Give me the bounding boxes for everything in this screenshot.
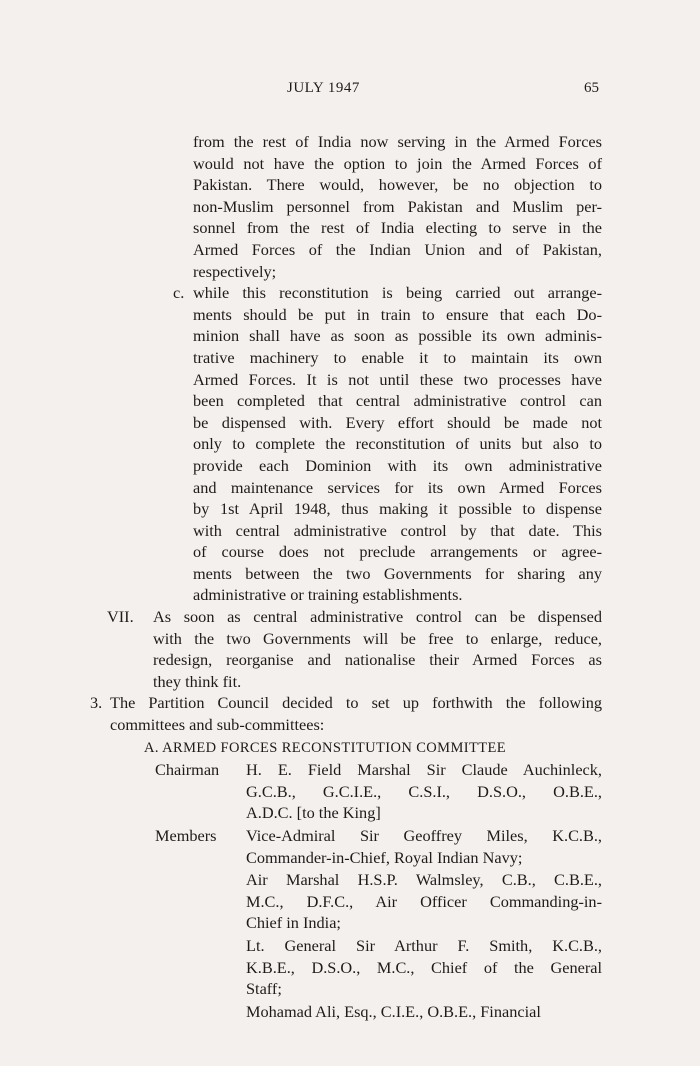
text-line: A.D.C. [to the King] bbox=[246, 803, 381, 823]
text-line: redesign, reorganise and nationalise their Armed Forces as bbox=[153, 650, 602, 670]
text-line: be dispensed with. Every effort should be made not bbox=[193, 412, 602, 432]
text-line: Vice-Admiral Sir Geoffrey Miles, K.C.B., bbox=[246, 826, 602, 845]
text-line: been completed that central administrative control can bbox=[193, 391, 602, 411]
text-line: Chief in India; bbox=[246, 913, 341, 933]
page-number: 65 bbox=[584, 80, 599, 96]
text-line: ments between the two Governments for sharing any bbox=[193, 563, 602, 583]
text-line: H. E. Field Marshal Sir Claude Auchinleck, bbox=[246, 760, 602, 780]
text-line: only to complete the reconstitution of units but also to bbox=[193, 434, 602, 454]
chairman-row bbox=[155, 759, 602, 824]
text-line: Lt. General Sir Arthur F. Smith, K.C.B., bbox=[246, 935, 602, 955]
item-3-marker: 3. bbox=[90, 693, 103, 713]
text-line: they think fit. bbox=[153, 671, 242, 691]
text-line: would not have the option to join the Armed Forces of bbox=[193, 153, 602, 173]
item-vii-marker: VII. bbox=[107, 607, 134, 627]
committee-heading: A. ARMED FORCES RECONSTITUTION COMMITTEE bbox=[144, 739, 506, 756]
text-line: provide each Dominion with its own administrative bbox=[193, 455, 602, 475]
text-line: ments should be put in train to ensure that each Do- bbox=[193, 304, 602, 324]
text-line: Pakistan. There would, however, be no objection to bbox=[193, 175, 602, 195]
item-3-paragraph bbox=[90, 692, 602, 735]
text-line: by 1st April 1948, thus making it possible to dispense bbox=[193, 499, 602, 519]
text-line: committees and sub-committees: bbox=[110, 715, 325, 735]
text-line: while this reconstitution is being carried out arrange- bbox=[193, 283, 602, 303]
running-header bbox=[0, 80, 700, 102]
members-label: Members bbox=[155, 826, 217, 845]
text-line: Armed Forces of the Indian Union and of Pakistan, bbox=[193, 239, 602, 259]
member-entry bbox=[246, 935, 602, 1000]
text-line: Mohamad Ali, Esq., C.I.E., O.B.E., Financial bbox=[246, 1001, 541, 1021]
item-vii-paragraph bbox=[107, 606, 602, 692]
text-line: The Partition Council decided to set up forthwith the following bbox=[110, 693, 602, 713]
committee-roster bbox=[155, 759, 602, 1022]
text-line: As soon as central administrative control can be dispensed bbox=[153, 607, 602, 627]
member-entry bbox=[246, 869, 602, 934]
text-line: of course does not preclude arrangements or agree- bbox=[193, 542, 602, 562]
text-line: Air Marshal H.S.P. Walmsley, C.B., C.B.E., bbox=[246, 870, 602, 890]
members-list bbox=[246, 825, 602, 1022]
text-line: Armed Forces. It is not until these two processes have bbox=[193, 369, 602, 389]
body-text bbox=[0, 131, 700, 1023]
text-line: from the rest of India now serving in the Armed Forces bbox=[193, 132, 602, 151]
text-line: minion shall have as soon as possible its own adminis- bbox=[193, 326, 602, 346]
chairman-entry bbox=[246, 759, 602, 824]
chairman-label: Chairman bbox=[155, 760, 220, 780]
item-c-marker: c. bbox=[173, 283, 185, 303]
running-title: JULY 1947 bbox=[287, 80, 360, 96]
text-line: Staff; bbox=[246, 979, 282, 999]
text-line: sonnel from the rest of India electing to serve in the bbox=[193, 218, 602, 238]
text-line: with the two Governments will be free to enlarge, reduce, bbox=[153, 628, 602, 648]
member-entry bbox=[246, 1001, 602, 1023]
member-entry bbox=[246, 825, 602, 868]
text-line: K.B.E., D.S.O., M.C., Chief of the General bbox=[246, 957, 602, 977]
members-row bbox=[155, 825, 602, 1022]
text-line: with central administrative control by that date. This bbox=[193, 520, 602, 540]
text-line: administrative or training establishments. bbox=[193, 585, 463, 605]
text-line: respectively; bbox=[193, 261, 277, 281]
text-line: trative machinery to enable it to maintain its own bbox=[193, 347, 602, 367]
text-line: and maintenance services for its own Armed Forces bbox=[193, 477, 602, 497]
text-line: non-Muslim personnel from Pakistan and Muslim per- bbox=[193, 196, 602, 216]
text-line: Commander-in-Chief, Royal Indian Navy; bbox=[246, 847, 523, 867]
text-line: M.C., D.F.C., Air Officer Commanding-in- bbox=[246, 891, 602, 911]
item-c-paragraph bbox=[173, 282, 602, 606]
continuation-paragraph bbox=[193, 131, 602, 282]
text-line: G.C.B., G.C.I.E., C.S.I., D.S.O., O.B.E., bbox=[246, 781, 602, 801]
